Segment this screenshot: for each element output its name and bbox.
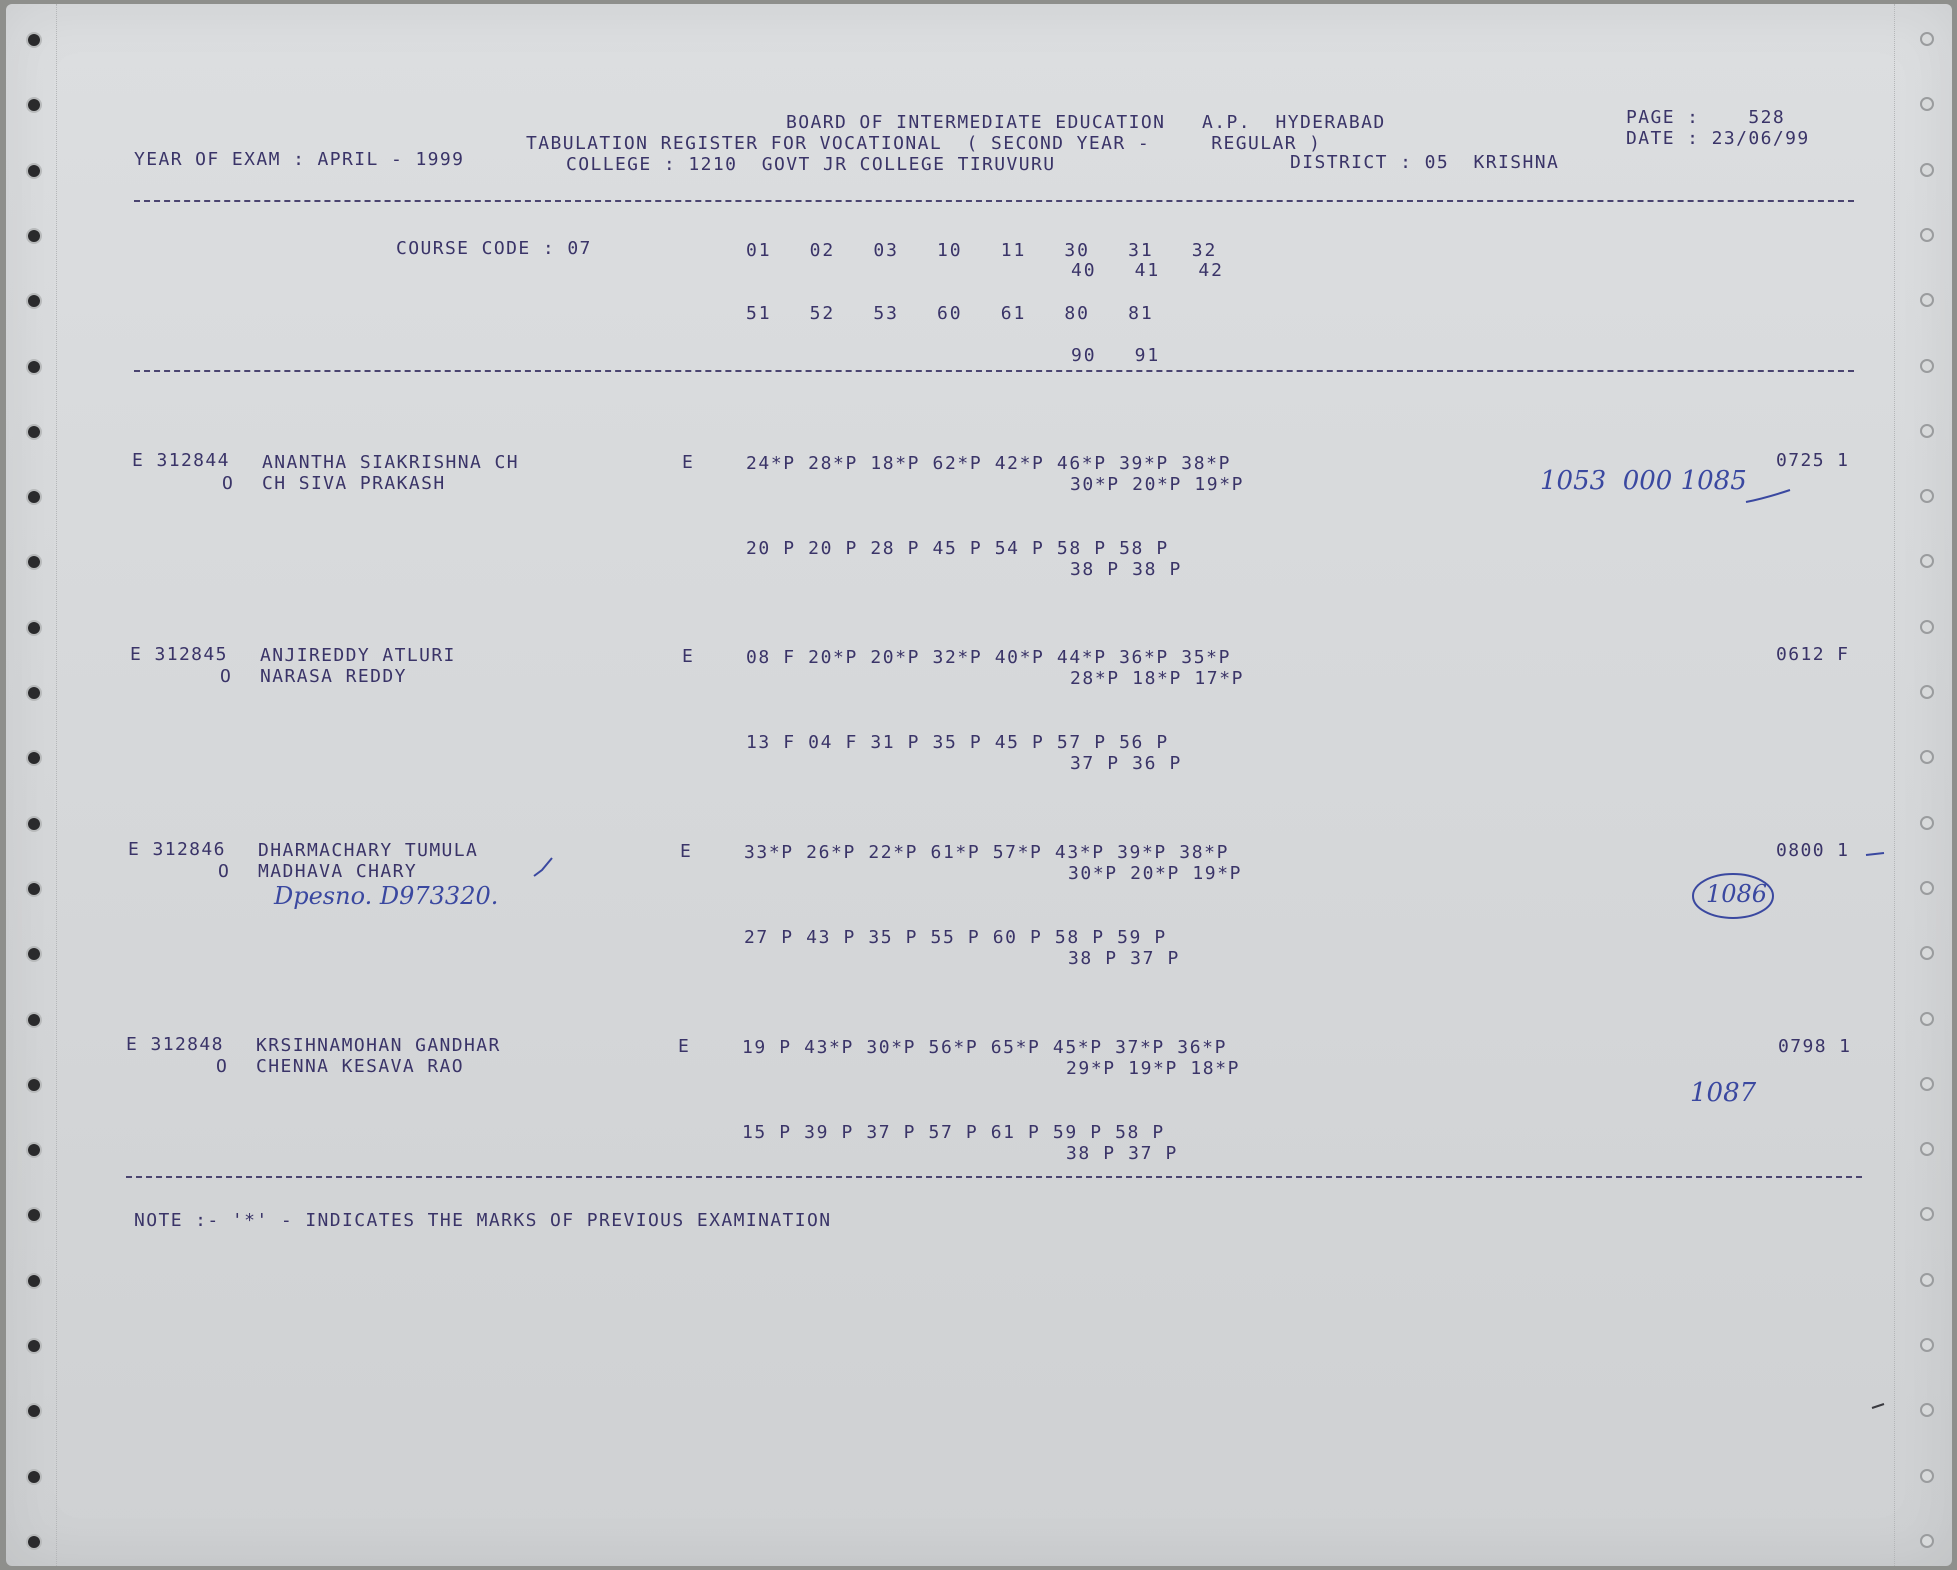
marks-row2: 13 F 04 F 31 P 35 P 45 P 57 P 56 P: [746, 732, 1169, 753]
marks-row1b: 30*P 20*P 19*P: [1070, 474, 1245, 495]
handwritten-serial: 1053 000 1085: [1540, 466, 1747, 496]
student-name: KRSIHNAMOHAN GANDHAR: [256, 1035, 501, 1056]
handwritten-serial: 1086: [1706, 880, 1768, 908]
father-name: MADHAVA CHARY: [258, 861, 418, 882]
register-title: TABULATION REGISTER FOR VOCATIONAL ( SECOND YEAR - REGULAR ): [526, 133, 1322, 154]
college-info: COLLEGE : 1210 GOVT JR COLLEGE TIRUVURU: [566, 154, 1056, 175]
marks-row1b: 29*P 19*P 18*P: [1066, 1058, 1241, 1079]
marks-row2: 20 P 20 P 28 P 45 P 54 P 58 P 58 P: [746, 538, 1169, 559]
marks-row1: 24*P 28*P 18*P 62*P 42*P 46*P 39*P 38*P: [746, 453, 1232, 474]
marks-row2: 27 P 43 P 35 P 55 P 60 P 58 P 59 P: [744, 927, 1167, 948]
subject-codes-row2: 51 52 53 60 61 80 81: [746, 303, 1154, 324]
total-result: 0800 1: [1776, 840, 1850, 861]
father-name: NARASA REDDY: [260, 666, 407, 687]
total-result: 0798 1: [1778, 1036, 1852, 1057]
subject-codes-row1b: 40 41 42: [1071, 260, 1224, 281]
marks-row2b: 38 P 37 P: [1068, 948, 1180, 969]
total-result: 0612 F: [1776, 644, 1850, 665]
marks-row1: 08 F 20*P 20*P 32*P 40*P 44*P 36*P 35*P: [746, 647, 1232, 668]
student-name: DHARMACHARY TUMULA: [258, 840, 479, 861]
marks-row2b: 38 P 37 P: [1066, 1143, 1178, 1164]
reg-number: E 312844: [132, 450, 230, 471]
student-sub-code: O: [218, 861, 231, 882]
subject-codes-row1: 01 02 03 10 11 30 31 32: [746, 240, 1218, 261]
father-name: CHENNA KESAVA RAO: [256, 1056, 465, 1077]
handwritten-note: Dpesno. D973320.: [274, 882, 499, 910]
marks-row1b: 30*P 20*P 19*P: [1068, 863, 1243, 884]
student-sub-code: O: [216, 1056, 229, 1077]
total-result: 0725 1: [1776, 450, 1850, 471]
handwritten-serial: 1087: [1690, 1078, 1757, 1108]
medium: E: [682, 452, 695, 473]
marks-row1: 19 P 43*P 30*P 56*P 65*P 45*P 37*P 36*P: [742, 1037, 1228, 1058]
year-of-exam: YEAR OF EXAM : APRIL - 1999: [134, 149, 465, 170]
marks-row2b: 37 P 36 P: [1070, 753, 1182, 774]
reg-number: E 312846: [128, 839, 226, 860]
student-name: ANANTHA SIAKRISHNA CH: [262, 452, 519, 473]
father-name: CH SIVA PRAKASH: [262, 473, 446, 494]
student-sub-code: O: [222, 473, 235, 494]
medium: E: [680, 841, 693, 862]
student-sub-code: O: [220, 666, 233, 687]
board-title: BOARD OF INTERMEDIATE EDUCATION A.P. HYDERABAD: [786, 112, 1386, 133]
reg-number: E 312845: [130, 644, 228, 665]
footer-note: NOTE :- '*' - INDICATES THE MARKS OF PREVIOUS EXAMINATION: [134, 1210, 832, 1231]
course-code: COURSE CODE : 07: [396, 238, 592, 259]
medium: E: [682, 646, 695, 667]
reg-number: E 312848: [126, 1034, 224, 1055]
tabulation-sheet: [6, 4, 1952, 1566]
marks-row1: 33*P 26*P 22*P 61*P 57*P 43*P 39*P 38*P: [744, 842, 1230, 863]
subject-codes-row3: 90 91: [1071, 345, 1161, 366]
medium: E: [678, 1036, 691, 1057]
student-name: ANJIREDDY ATLURI: [260, 645, 456, 666]
marks-row2b: 38 P 38 P: [1070, 559, 1182, 580]
marks-row1b: 28*P 18*P 17*P: [1070, 668, 1245, 689]
print-date: DATE : 23/06/99: [1626, 128, 1810, 149]
district-info: DISTRICT : 05 KRISHNA: [1290, 152, 1560, 173]
handwritten-marks: [6, 4, 1952, 1566]
marks-row2: 15 P 39 P 37 P 57 P 61 P 59 P 58 P: [742, 1122, 1165, 1143]
page-number: PAGE : 528: [1626, 107, 1786, 128]
